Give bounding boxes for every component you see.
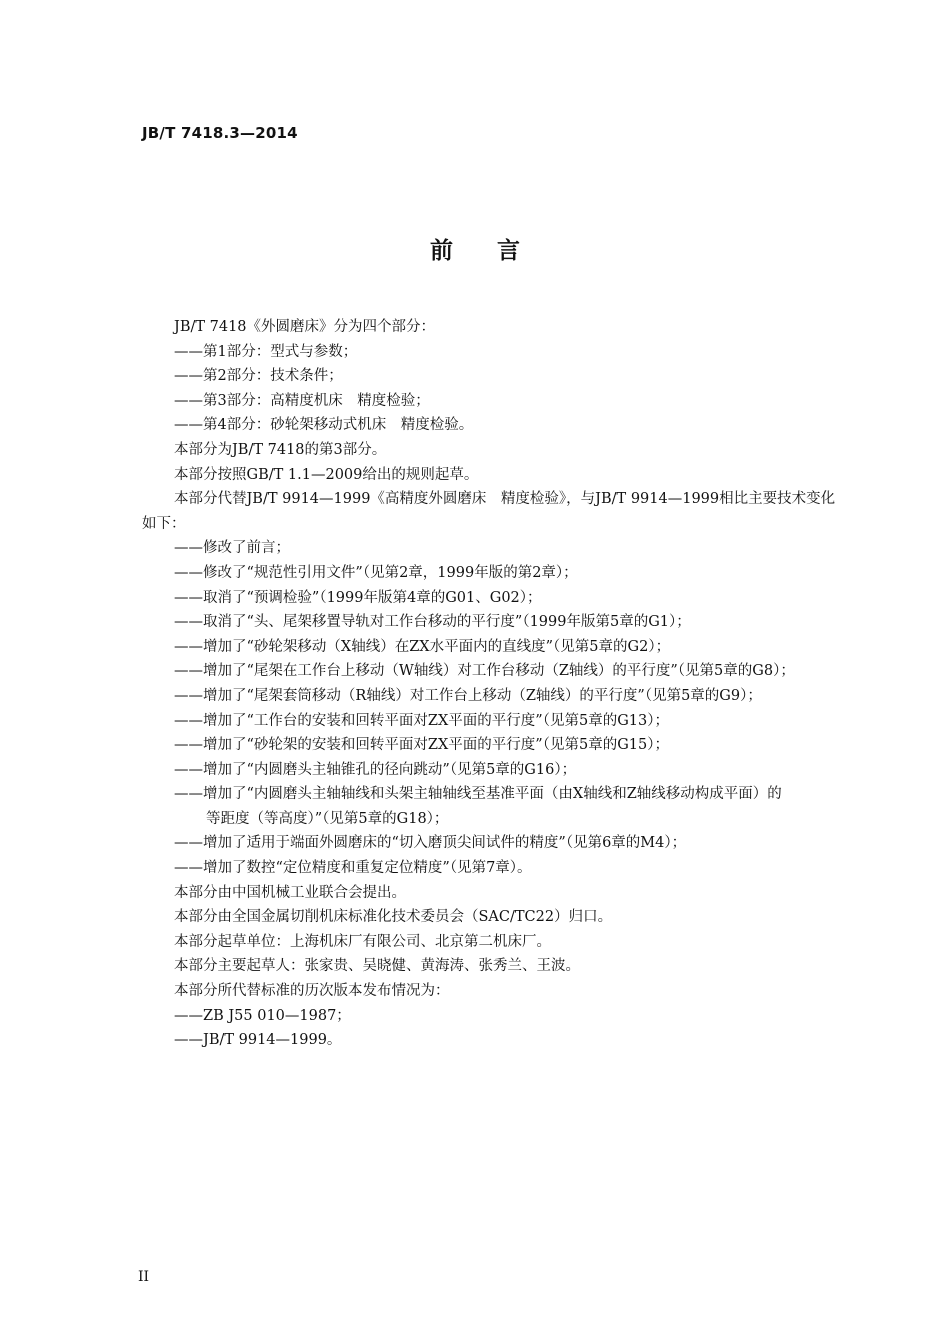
paragraph-line: ——取消了“预调检验”（1999年版第4章的G01、G02）； bbox=[174, 589, 542, 606]
paragraph-line: 本部分由全国金属切削机床标准化技术委员会（SAC/TC22）归口。 bbox=[174, 909, 613, 926]
paragraph-line: ——增加了“内圆磨头主轴轴线和头架主轴轴线至基准平面（由X轴线和Z轴线移动构成平面）的 bbox=[174, 786, 782, 803]
paragraph-line: ——修改了“规范性引用文件”（见第2章，1999年版的第2章）； bbox=[174, 564, 578, 581]
paragraph-line: 本部分所代替标准的历次版本发布情况为： bbox=[174, 983, 450, 1000]
paragraph-line: ——取消了“头、尾架移置导轨对工作台移动的平行度”（1999年版第5章的G1）； bbox=[174, 614, 691, 631]
paragraph-line: ——ZB J55 010—1987； bbox=[174, 1007, 351, 1024]
paragraph-line: 本部分为JB/T 7418的第3部分。 bbox=[174, 441, 387, 458]
page-number: II bbox=[138, 1269, 150, 1285]
paragraph-line: ——增加了“砂轮架的安装和回转平面对ZX平面的平行度”（见第5章的G15）； bbox=[174, 737, 669, 754]
paragraph-line: 本部分起草单位：上海机床厂有限公司、北京第二机床厂。 bbox=[174, 933, 551, 950]
paragraph-line: ——增加了“工作台的安装和回转平面对ZX平面的平行度”（见第5章的G13）； bbox=[174, 712, 669, 729]
paragraph-line: ——第4部分：砂轮架移动式机床 精度检验。 bbox=[174, 417, 474, 434]
paragraph-line: 本部分主要起草人：张家贵、吴晓健、黄海涛、张秀兰、王波。 bbox=[174, 958, 580, 975]
paragraph-line: ——第3部分：高精度机床 精度检验； bbox=[174, 392, 430, 409]
standard-code: JB/T 7418.3—2014 bbox=[142, 124, 298, 142]
paragraph-line: 本部分按照GB/T 1.1—2009给出的规则起草。 bbox=[174, 466, 479, 483]
paragraph-line: 本部分代替JB/T 9914—1999《高精度外圆磨床 精度检验》，与JB/T 9914—1999相比主要技术变化 bbox=[174, 491, 836, 508]
page-title: 前言 bbox=[430, 238, 564, 264]
paragraph-line: ——增加了适用于端面外圆磨床的“切入磨顶尖间试件的精度”（见第6章的M4）； bbox=[174, 835, 687, 852]
paragraph-line: ——修改了前言； bbox=[174, 540, 290, 557]
paragraph-line: ——JB/T 9914—1999。 bbox=[174, 1032, 342, 1049]
paragraph-line: ——增加了“内圆磨头主轴锥孔的径向跳动”（见第5章的G16）； bbox=[174, 761, 577, 778]
paragraph-line: ——增加了“砂轮架移动（X轴线）在ZX水平面内的直线度”（见第5章的G2）； bbox=[174, 638, 671, 655]
foreword-body bbox=[142, 315, 887, 1053]
paragraph-line: JB/T 7418《外圆磨床》分为四个部分： bbox=[174, 319, 436, 335]
paragraph-line: ——增加了数控“定位精度和重复定位精度”（见第7章）。 bbox=[174, 860, 532, 877]
paragraph-line: ——第1部分：型式与参数； bbox=[174, 343, 358, 360]
paragraph-line: ——增加了“尾架套筒移动（R轴线）对工作台上移动（Z轴线）的平行度”（见第5章的G9）； bbox=[174, 687, 762, 704]
paragraph-line: 如下： bbox=[142, 515, 186, 532]
paragraph-line: 等距度（等高度）”（见第5章的G18）； bbox=[206, 810, 449, 827]
paragraph-line: ——增加了“尾架在工作台上移动（W轴线）对工作台移动（Z轴线）的平行度”（见第5章的G8）； bbox=[174, 663, 795, 680]
paragraph-line: 本部分由中国机械工业联合会提出。 bbox=[174, 884, 406, 901]
paragraph-line: ——第2部分：技术条件； bbox=[174, 368, 343, 385]
